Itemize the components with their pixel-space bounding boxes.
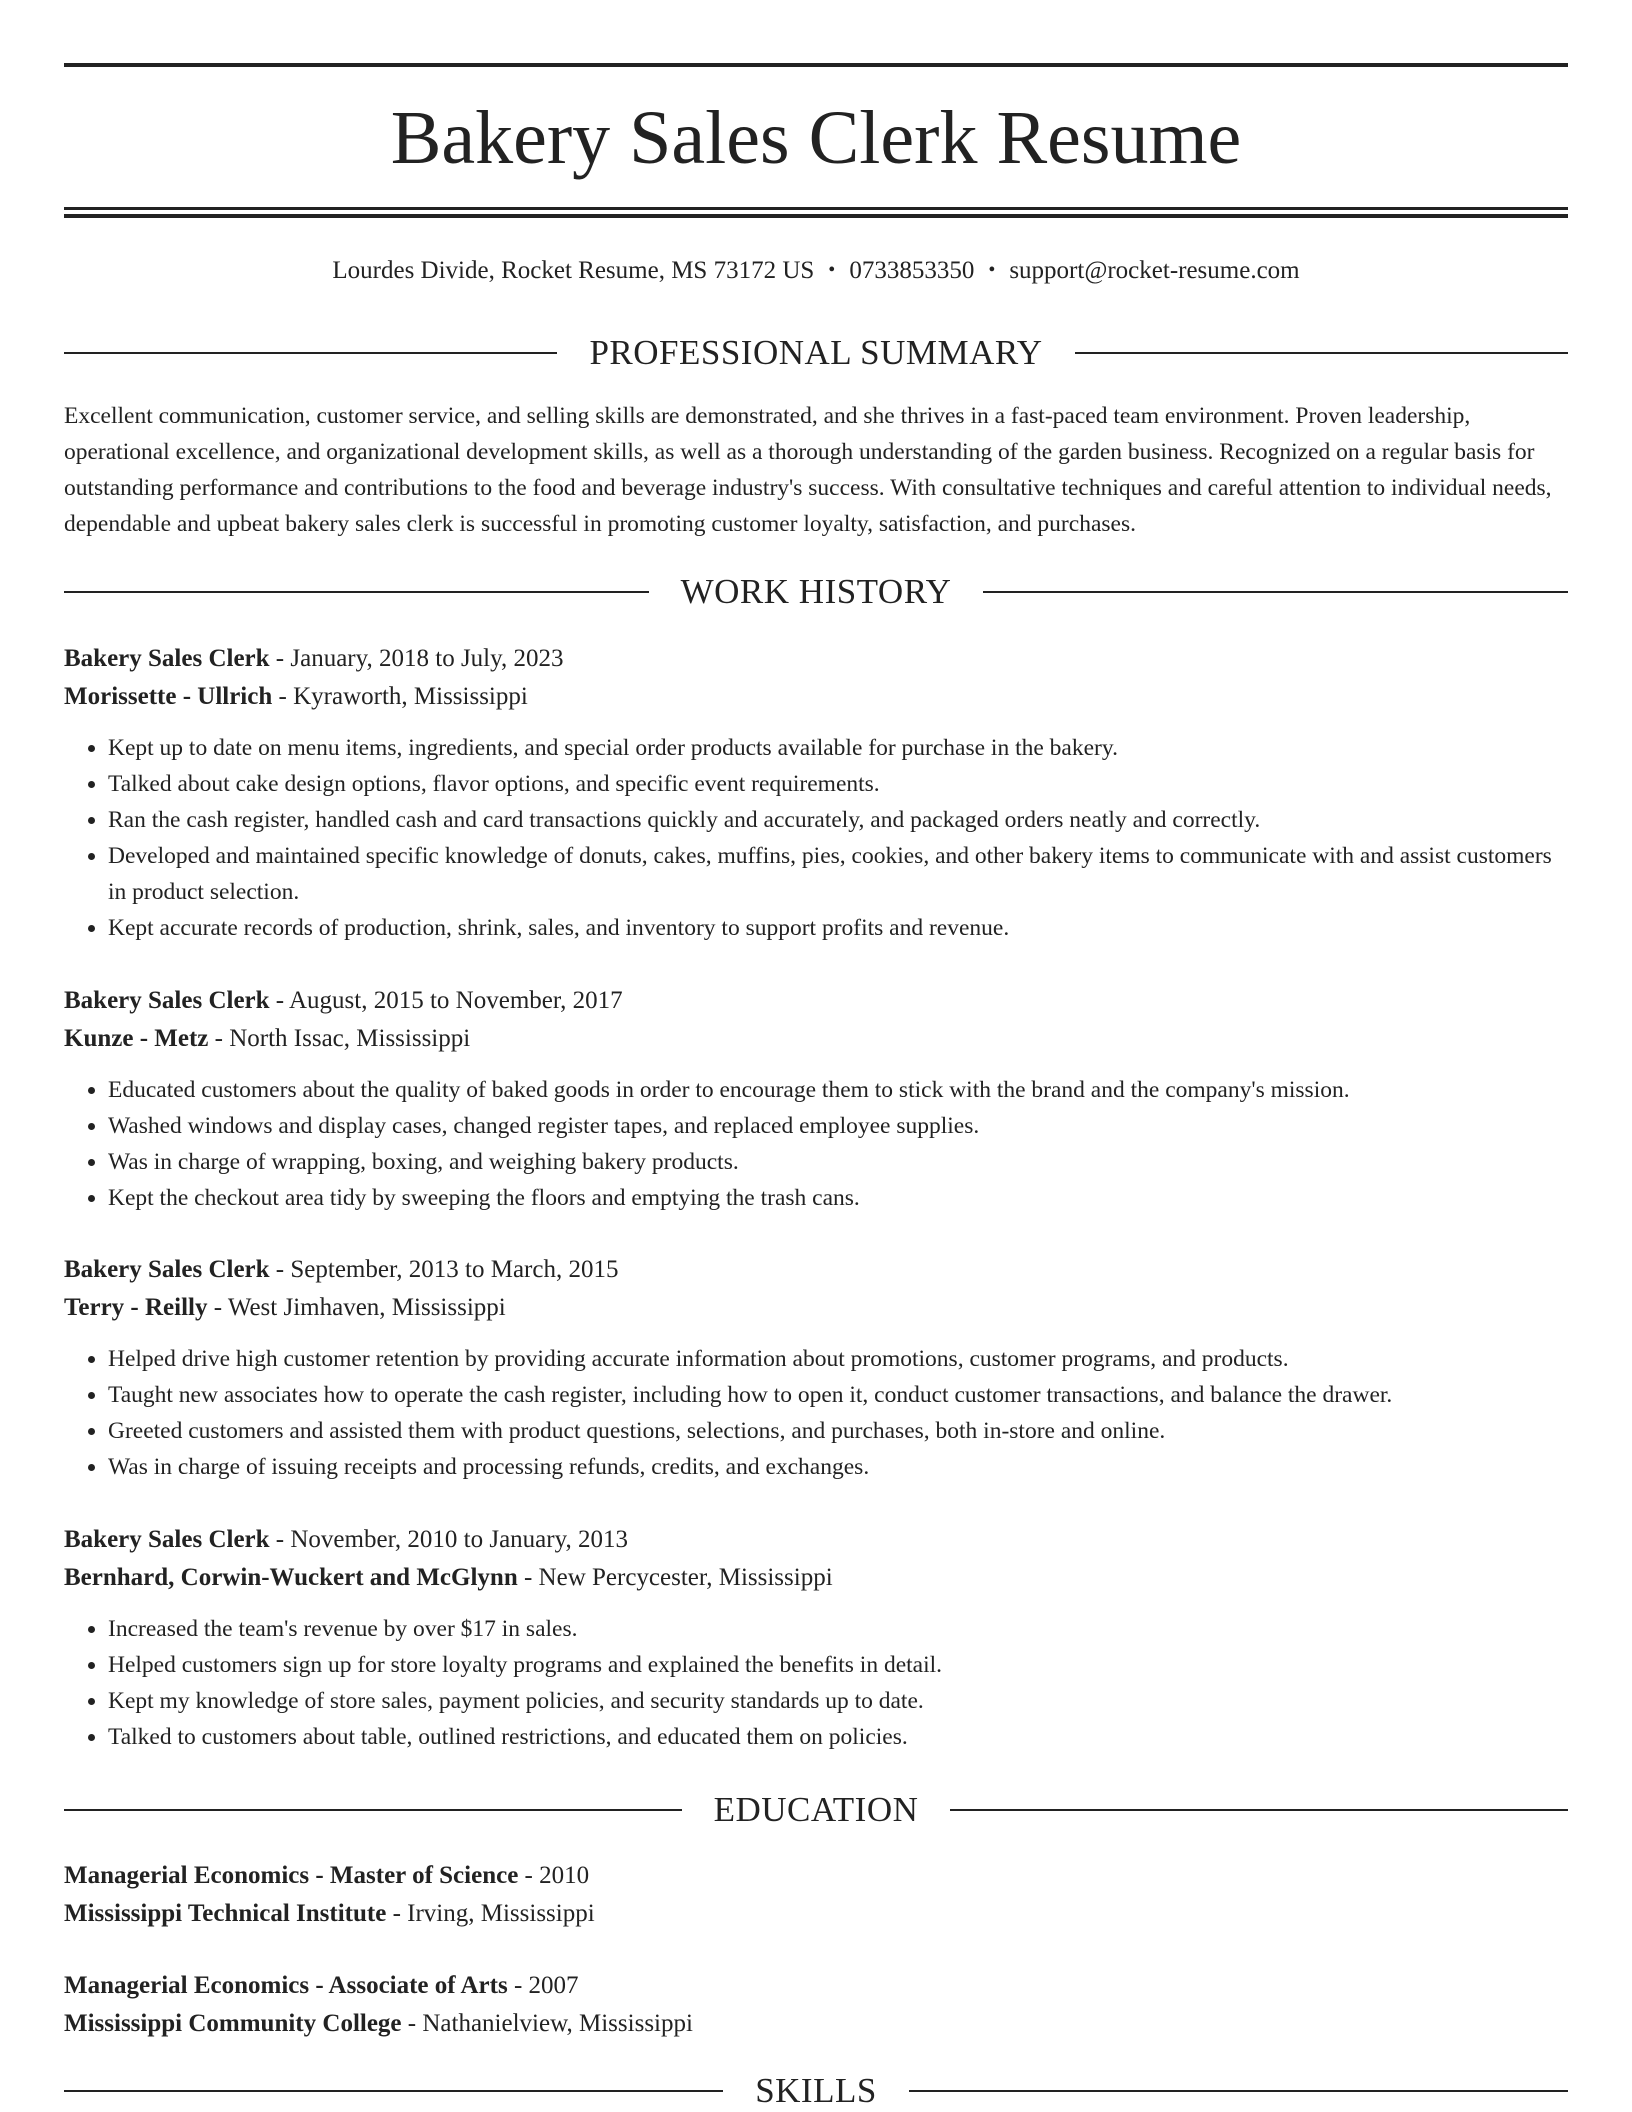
job-company: Morissette - Ullrich [64, 683, 273, 710]
contact-email: support@rocket-resume.com [1009, 257, 1300, 284]
section-divider [1075, 352, 1568, 354]
job-bullet: • Talked about cake design options, flavor options, and specific event requirements. [108, 766, 1568, 802]
section-divider [64, 1809, 682, 1811]
section-title: EDUCATION [713, 1790, 919, 1829]
education-school: Mississippi Technical Institute [64, 1900, 387, 1927]
job-bullet: • Greeted customers and assisted them with product questions, selections, and purchases, both in-store and online. [108, 1413, 1568, 1449]
education-school-line [64, 1895, 1568, 1933]
job-location: - North Issac, Mississippi [208, 1025, 471, 1052]
header-top-rule [64, 63, 1568, 67]
job-dates: - January, 2018 to July, 2023 [269, 645, 564, 672]
job-bullet: • Helped customers sign up for store loyalty programs and explained the benefits in detail. [108, 1647, 1568, 1683]
contact-line [64, 252, 1568, 289]
education-location: - Irving, Mississippi [386, 1900, 595, 1927]
section-heading-education [64, 1790, 1568, 1830]
job-entry [64, 640, 1568, 946]
section-heading-skills [64, 2071, 1568, 2111]
education-year: - 2010 [518, 1862, 590, 1889]
job-bullet: • Kept my knowledge of store sales, payment policies, and security standards up to date. [108, 1683, 1568, 1719]
section-divider [950, 1809, 1568, 1811]
education-entry [64, 1857, 1568, 1933]
education-degree-line [64, 1967, 1568, 2005]
section-title: WORK HISTORY [680, 572, 952, 611]
job-dates: - August, 2015 to November, 2017 [269, 987, 623, 1014]
education-degree-line [64, 1857, 1568, 1895]
section-title: PROFESSIONAL SUMMARY [589, 333, 1043, 372]
job-title-line [64, 1251, 1568, 1289]
job-bullet: • Helped drive high customer retention by providing accurate information about promotions, customer programs, and products. [108, 1341, 1568, 1377]
job-dates: - September, 2013 to March, 2015 [269, 1256, 619, 1283]
job-bullet: • Kept the checkout area tidy by sweeping the floors and emptying the trash cans. [108, 1180, 1568, 1216]
job-bullet: • Kept accurate records of production, shrink, sales, and inventory to support profits and revenue. [108, 910, 1568, 946]
job-company-line [64, 1289, 1568, 1327]
job-location: - Kyraworth, Mississippi [272, 683, 528, 710]
section-heading-summary [64, 333, 1568, 373]
job-bullet: • Washed windows and display cases, changed register tapes, and replaced employee supplies. [108, 1108, 1568, 1144]
job-entry [64, 1521, 1568, 1755]
job-company-line [64, 1559, 1568, 1597]
education-location: - Nathanielview, Mississippi [401, 2010, 693, 2037]
job-company-line [64, 1020, 1568, 1058]
job-bullet: • Educated customers about the quality of baked goods in order to encourage them to stick with the brand and the company's mission. [108, 1072, 1568, 1108]
job-title: Bakery Sales Clerk [64, 987, 270, 1014]
job-bullets [64, 1341, 1568, 1485]
job-title: Bakery Sales Clerk [64, 645, 270, 672]
education-degree: Managerial Economics - Associate of Arts [64, 1972, 508, 1999]
job-bullet: • Talked to customers about table, outlined restrictions, and educated them on policies. [108, 1719, 1568, 1755]
section-divider [983, 591, 1568, 593]
job-bullet: • Was in charge of issuing receipts and processing refunds, credits, and exchanges. [108, 1449, 1568, 1485]
contact-address: Lourdes Divide, Rocket Resume, MS 73172 US [332, 257, 815, 284]
job-company: Bernhard, Corwin-Wuckert and McGlynn [64, 1564, 518, 1591]
education-entry [64, 1967, 1568, 2043]
job-dates: - November, 2010 to January, 2013 [269, 1526, 628, 1553]
job-bullet: • Kept up to date on menu items, ingredients, and special order products available for purchase in the bakery. [108, 730, 1568, 766]
job-company-line [64, 678, 1568, 716]
contact-separator: • [828, 259, 836, 281]
job-bullets [64, 730, 1568, 946]
header-double-rule [64, 207, 1568, 218]
job-title: Bakery Sales Clerk [64, 1526, 270, 1553]
job-company: Kunze - Metz [64, 1025, 209, 1052]
job-company: Terry - Reilly [64, 1294, 208, 1321]
education-school-line [64, 2005, 1568, 2043]
section-divider [64, 2090, 723, 2092]
education-year: - 2007 [507, 1972, 579, 1999]
job-location: - West Jimhaven, Mississippi [207, 1294, 506, 1321]
job-bullets [64, 1072, 1568, 1216]
section-title: SKILLS [755, 2071, 877, 2110]
section-heading-work [64, 572, 1568, 612]
job-title-line [64, 1521, 1568, 1559]
job-title-line [64, 640, 1568, 678]
job-title: Bakery Sales Clerk [64, 1256, 270, 1283]
job-bullet: • Ran the cash register, handled cash and card transactions quickly and accurately, and packaged orders neatly and correctly. [108, 802, 1568, 838]
job-bullet: • Developed and maintained specific knowledge of donuts, cakes, muffins, pies, cookies, and other bakery items to communicate with and assist customers in product selection. [108, 838, 1568, 910]
education-degree: Managerial Economics - Master of Science [64, 1862, 519, 1889]
job-entry [64, 982, 1568, 1216]
resume-title: Bakery Sales Clerk Resume [390, 96, 1242, 180]
job-bullets [64, 1611, 1568, 1755]
contact-separator: • [988, 259, 996, 281]
job-entry [64, 1251, 1568, 1485]
job-location: - New Percycester, Mississippi [517, 1564, 833, 1591]
job-bullet: • Was in charge of wrapping, boxing, and weighing bakery products. [108, 1144, 1568, 1180]
summary-text: Excellent communication, customer service, and selling skills are demonstrated, and she thrives in a fast-paced team environment. Proven leadership, operational excellence, and organizational development skills, as well as a thorough understanding of the garden business. Recognized on a regular basis for outstanding performance and contributions to the food and beverage industry's success. With consultative techniques and careful attention to individual needs, dependable and upbeat bakery sales clerk is successful in promoting customer loyalty, satisfaction, and purchases. [64, 403, 1552, 537]
section-divider [64, 591, 649, 593]
job-bullet: • Increased the team's revenue by over $17 in sales. [108, 1611, 1568, 1647]
job-bullet: • Taught new associates how to operate the cash register, including how to open it, conduct customer transactions, and balance the drawer. [108, 1377, 1568, 1413]
section-divider [64, 352, 557, 354]
section-divider [909, 2090, 1568, 2092]
education-school: Mississippi Community College [64, 2010, 402, 2037]
job-title-line [64, 982, 1568, 1020]
contact-phone: 0733853350 [849, 257, 975, 284]
